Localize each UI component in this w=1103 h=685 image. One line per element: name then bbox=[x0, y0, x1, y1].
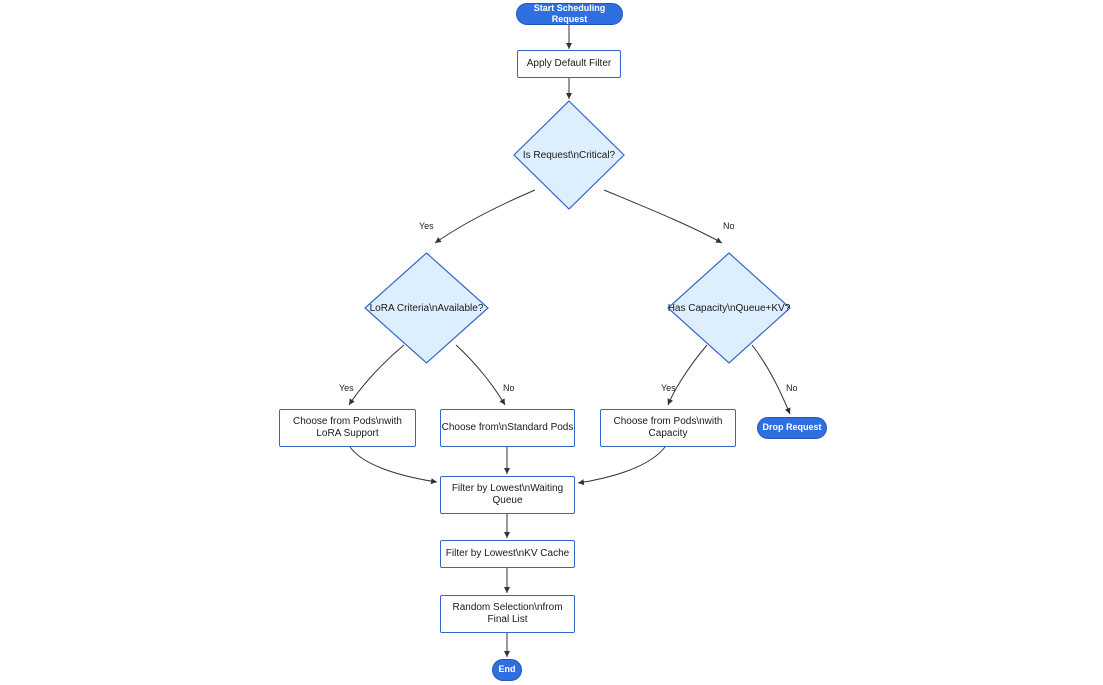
node-label: Filter by Lowest\nKV Cache bbox=[445, 547, 570, 559]
node-label: Drop Request bbox=[762, 422, 822, 433]
flowchart-node-decision[interactable] bbox=[364, 252, 489, 364]
node-label: LoRA Criteria\nAvailable? bbox=[369, 302, 484, 314]
flowchart-node-process[interactable] bbox=[517, 50, 621, 78]
flowchart-node-process[interactable] bbox=[440, 476, 575, 514]
flowchart-node-process[interactable] bbox=[440, 409, 575, 447]
node-label: Choose from Pods\nwith LoRA Support bbox=[293, 415, 402, 439]
edge-label: Yes bbox=[419, 221, 434, 231]
edge-label: Yes bbox=[339, 383, 354, 393]
flowchart-node-terminal[interactable] bbox=[757, 417, 827, 439]
flowchart-node-process[interactable] bbox=[279, 409, 416, 447]
node-label: Has Capacity\nQueue+KV? bbox=[667, 302, 791, 314]
flowchart-node-process[interactable] bbox=[440, 540, 575, 568]
flowchart-node-process[interactable] bbox=[440, 595, 575, 633]
flowchart-node-terminal[interactable] bbox=[492, 659, 522, 681]
node-label: Choose from\nStandard Pods bbox=[441, 421, 574, 433]
node-label: Choose from Pods\nwith Capacity bbox=[613, 415, 723, 439]
node-label: End bbox=[498, 664, 516, 675]
flowchart-edge bbox=[350, 447, 437, 482]
edge-label: No bbox=[786, 383, 798, 393]
edge-label: No bbox=[503, 383, 515, 393]
node-label: Apply Default Filter bbox=[526, 57, 612, 69]
flowchart-node-process[interactable] bbox=[600, 409, 736, 447]
flowchart-edge bbox=[578, 447, 665, 483]
flowchart-node-terminal[interactable] bbox=[516, 3, 623, 25]
node-label: Start Scheduling Request bbox=[533, 2, 606, 24]
flowchart-node-decision[interactable] bbox=[667, 252, 791, 364]
edge-label: Yes bbox=[661, 383, 676, 393]
edge-label: No bbox=[723, 221, 735, 231]
flowchart-node-decision[interactable] bbox=[513, 100, 625, 210]
node-label: Is Request\nCritical? bbox=[522, 149, 616, 161]
node-label: Filter by Lowest\nWaiting Queue bbox=[451, 482, 564, 506]
node-label: Random Selection\nfrom Final List bbox=[452, 601, 563, 625]
